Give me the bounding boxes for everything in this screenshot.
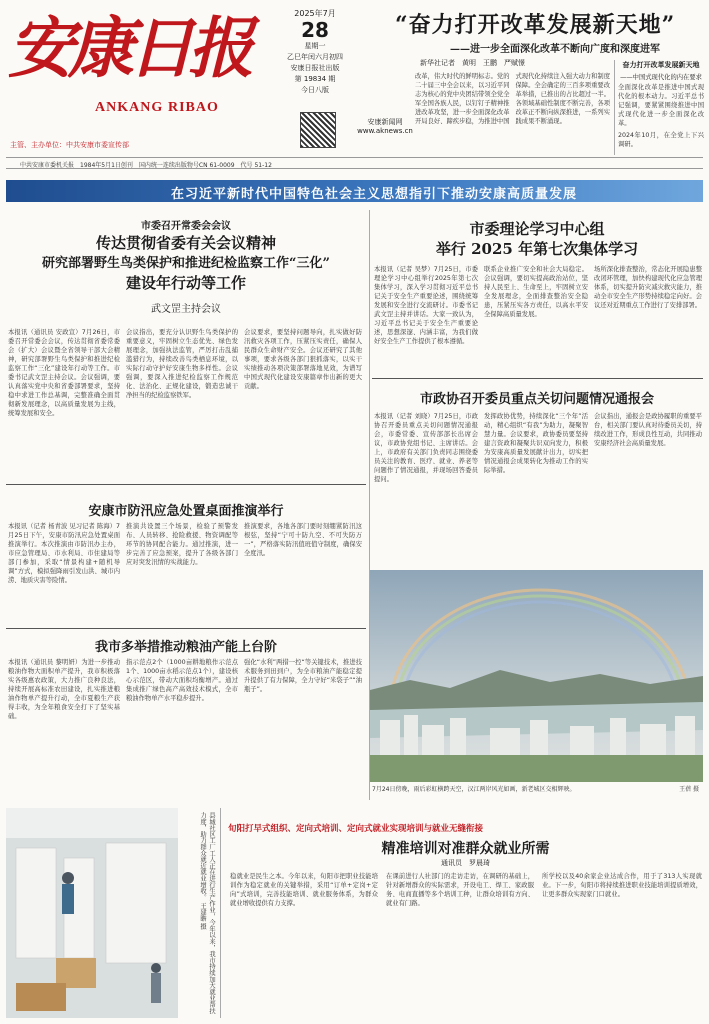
photo1-credit: 王蓓 摄 — [679, 786, 699, 793]
date-box — [280, 8, 350, 96]
story3-headline: 市政协召开委员重点关切问题情况通报会 — [419, 392, 654, 407]
weekday: 星期一 — [304, 42, 326, 50]
masthead-slogan: 主管、主办单位：中共安康市委宣传部 — [10, 141, 129, 149]
logo-en-ribao: RIBAO — [168, 100, 219, 115]
divider — [614, 60, 615, 155]
story4-body-b: 推演共设置三个场景，检验了预警发布、人员转移、抢险救援、物资调配等环节的协同配合能力。通过推演，进一步完善了应急预案，提升了各级各部门应对突发汛情的实战能力。 — [126, 523, 238, 566]
divider — [6, 484, 366, 485]
banner-text: 在习近平新时代中国特色社会主义思想指引下推动安康高质量发展 — [171, 187, 578, 202]
story2-body-c: 场所深化排查整治，常态化开展隐患整改闭环管理，加快构建现代化应急管理体系，切实提升防灾减灾救灾能力，推动全市安全生产形势持续稳定向好。会议还对近期重点工作进行了安排部署。 — [594, 266, 702, 309]
rainbow-city-photo — [370, 570, 703, 800]
issue-number: 第 19834 期 — [294, 75, 336, 83]
story6-body-a: 稳就业是民生之本。今年以来，旬阳市把职业技能培训作为稳定就业的关键举措，采用“订单+定岗+定向”式培训，完善技能培训、就业服务体系，为群众就业增收提供有力支撑。 — [230, 873, 378, 907]
story1-col-c: 会议要求，要坚持问题导向，扎实做好防汛救灾各项工作，压紧压实责任，确保人民群众生命财产安全。会议还研究了其他事项，要求各级各部门狠抓落实，以实干实绩推动各项决策部署落地见效，为谱写中国式现代化建设安康篇章作出新的更大贡献。 — [244, 329, 362, 390]
story1-col-a: 本报讯（通讯员 安政宣）7月26日，市委召开常委会会议，传达贯彻省委常委会（扩大）会议暨全省领导干部大会精神，研究部署野生鸟类保护和推进纪检监察工作“三化”建设年行动等工作。市委书记武文罡主持会议。会议强调，要认真落实党中央和省委部署要求，坚持稳中求进工作总基调，完整准确全面贯彻新发展理念，以高质量发展为主线，统筹发展和安全。 — [8, 329, 120, 417]
top-story-body: 改革，伟大时代的鲜明标志。党的二十届三中全会以来，以习近平同志为核心的党中央团结带领全党全军全国各族人民，以钉钉子精神推进改革攻坚，进一步全面深化改革开局良好、蹄疾步稳，为推进中国式现代化持续注入强大动力和制度保障。全会确定的三百多项重要改革举措，已推出的占比超过一半。各领域基础性制度不断完善，各项改革正不断向纵深推进，一系列实践成果不断涌现。 — [415, 73, 610, 125]
story3-body-c: 会议指出，通报会是政协履职的重要平台，相关部门要认真对待委员关切，持续改进工作，形成良性互动，共同推动安康经济社会高质量发展。 — [594, 413, 702, 447]
story4-headline: 安康市防汛应急处置桌面推演举行 — [88, 504, 284, 519]
story2-body-a: 本报讯（记者 吴梦）7月25日，市委理论学习中心组举行2025年第七次集体学习，深入学习贯彻习近平总书记关于安全生产重要论述，围绕统筹发展和安全进行交流研讨。市委书记武文罡主持并讲话。大家一致认为，习近平总书记关于安全生产重要论述，思想深邃、内涵丰富，为我们做好安全生产工作提供了根本遵循。 — [374, 266, 478, 345]
site-url[interactable]: www.aknews.cn — [357, 127, 413, 135]
story6-body-c: 所学校以及40余家企业达成合作，用于了313人实现就业。下一步，旬阳市将持续推进职业技能培训提质增效，让更多群众实现家门口就业。 — [542, 873, 702, 898]
page-count: 今日八版 — [301, 86, 329, 94]
top-story-byline: 新华社记者 黄明 王鹏 严赋憬 — [420, 59, 525, 67]
story6-kicker: 旬阳打早式组织、定向式培训、定向式就业实现培训与就业无缝衔接 — [228, 824, 484, 834]
date-day: 28 — [301, 18, 329, 42]
story1-headline-2: 研究部署野生鸟类保护和推进纪检监察工作“三化” — [42, 256, 330, 271]
date-year-month: 2025年7月 — [294, 9, 336, 18]
photo2-credit: 王建瞻 摄 — [199, 902, 206, 930]
logo-en-ankang: ANKANG — [95, 100, 164, 115]
story4-body-c: 推演要求，各地各部门要时刻绷紧防汛这根弦，坚持“宁可十防九空、不可失防万一”，严格落实防汛值班值守制度，确保安全度汛。 — [244, 523, 362, 557]
lunar-date: 乙巳年闰六月初四 — [287, 53, 343, 61]
story4-body-a: 本报讯（记者 杨青波 见习记者 陈海）7月25日下午，安康市防汛应急处置桌面推演举行。本次推演由市防汛办主办，市应急管理局、市水利局、市住建局等部门参加，采取“情景构建+随机导调”方式，模拟强降雨引发山洪、城市内涝、地质灾害等险情。 — [8, 523, 120, 584]
story5-headline: 我市多举措推动粮油产能上台阶 — [94, 640, 277, 655]
story3-body-a: 本报讯（记者 刘晓）7月25日，市政协召开委员重点关切问题情况通报会，市委常委、宣传部部长出席会议，市政协党组书记、主席讲话。会上，市政府有关部门负责同志围绕委员关注的教育、医疗、就业、养老等问题作了情况通报，并现场回答委员提问。 — [374, 413, 478, 483]
photo2-caption-text: 县城社区工厂工人正在进行生产作业，今年以来，我市持续加大就业帮扶力度，助力群众就近就业增收。 — [199, 812, 215, 1014]
story1-kicker: 市委召开常委会会议 — [141, 221, 231, 232]
story2-headline-1: 市委理论学习中心组 — [469, 220, 605, 238]
story1-col-b: 会议指出，要充分认识野生鸟类保护的重要意义，牢固树立生态优先、绿色发展理念，加强执法监管，严厉打击乱捕滥猎行为，持续改善鸟类栖息环境，以实际行动守护好安康生物多样性。会议强调，要深入推进纪检监察工作规范化、法治化、正规化建设，锻造忠诚干净担当的纪检监察铁军。 — [126, 329, 238, 399]
photo1-caption: 7月24日傍晚，雨后彩虹横跨天空，汉江两岸风光如画，新老城区交相辉映。 — [372, 786, 576, 793]
publisher: 安康日报社出版 — [290, 64, 340, 72]
top-story-headline: “奋力打开改革发展新天地” — [395, 12, 676, 38]
story6-byline: 通讯员 罗晨琦 — [441, 859, 490, 867]
qr-code-icon[interactable] — [300, 112, 336, 148]
sidebar-note: 2024年10月，在全党上下兴调研。 — [618, 132, 704, 148]
factory-photo — [6, 808, 178, 1018]
site-label — [355, 117, 415, 135]
info-bar: 中共安康市委机关报 1984年5月1日创刊 国内统一连续出版物号CN 61-0009 代号 51-12 — [6, 157, 703, 169]
story5-body-c: 强化“水利”两措一控“等关键技术，推进技术服务到田到户，为全市粮油产能稳定提升提供了有力保障，全力守好“米袋子”“油瓶子”。 — [244, 659, 362, 693]
sidebar-body: 全面深化改革是推进中国式现代化的根本动力。习近平总书记强调，要紧紧围绕推进中国式现代化进一步全面深化改革。 — [618, 84, 704, 127]
factory-image — [6, 808, 178, 1018]
story1-headline-1: 传达贯彻省委有关会议精神 — [95, 234, 276, 252]
top-story-subhead: ——进一步全面深化改革不断向广度和深度进军 — [450, 44, 660, 55]
sidebar-subtitle: ——中国式现代化的内在要求 — [620, 74, 702, 81]
logo-title: 安康日报 — [8, 9, 248, 87]
divider — [372, 378, 703, 379]
story2-body-b: 联系企业推广安全和社会大局稳定。会议强调，要切实提高政治站位，坚持人民至上、生命至上，牢固树立安全发展理念，全面排查整治安全隐患，压紧压实各方责任，以高水平安全保障高质量发展。 — [484, 266, 588, 318]
story3-body-b: 发挥政协优势，持续深化“三个年”活动，精心组织“有我”为助力，凝聚智慧力量。会议要求，政协委员要坚持建言资政和凝聚共识双向发力，积极为安康高质量发展献计出力，切实把情况通报会成果转化为推动工作的实际举措。 — [484, 413, 588, 474]
column-divider — [220, 808, 221, 1018]
story2-headline-2: 举行 2025 年第七次集体学习 — [435, 240, 639, 258]
rainbow-city-image — [370, 570, 703, 782]
story5-body-a: 本报讯（通讯员 黎明妍）为进一步推动粮油作物大面积单产提升，我市积极落实各级惠农政策，大力推广良种良法，持续开展高标准农田建设，扎实推进粮油作物单产提升行动，全市夏粮生产获得丰收，为全年粮食安全打下了坚实基础。 — [8, 659, 120, 720]
photo2-caption — [186, 812, 216, 1017]
top-story-sidebar — [618, 60, 704, 149]
sidebar-title: 奋力打开改革发展新天地 — [622, 60, 700, 69]
site-name: 安康新闻网 — [367, 118, 403, 126]
story1-headline-3: 建设年行动等工作 — [125, 274, 246, 292]
story5-body-b: 指示范点2个（1000亩耕地粮作示范点1个、1000亩水稻示范点1个），建设核心示范区，带动大面积均衡增产。通过集成推广绿色高产高效技术模式，全市粮油作物单产水平稳步提升。 — [126, 659, 238, 702]
newspaper-logo — [8, 8, 258, 108]
story6-body-b: 在课前进行人社部门的走访走访，在调研的基础上，针对新增群众的实际需求，开设电工、焊工、家政服务、电商直播等多个培训工种，让群众培训有方向、就业有门路。 — [386, 873, 534, 907]
story6-headline: 精准培训对准群众就业所需 — [381, 841, 550, 857]
story1-byline: 武文罡主持会议 — [151, 304, 221, 315]
theme-banner — [6, 180, 703, 202]
divider — [6, 628, 366, 629]
